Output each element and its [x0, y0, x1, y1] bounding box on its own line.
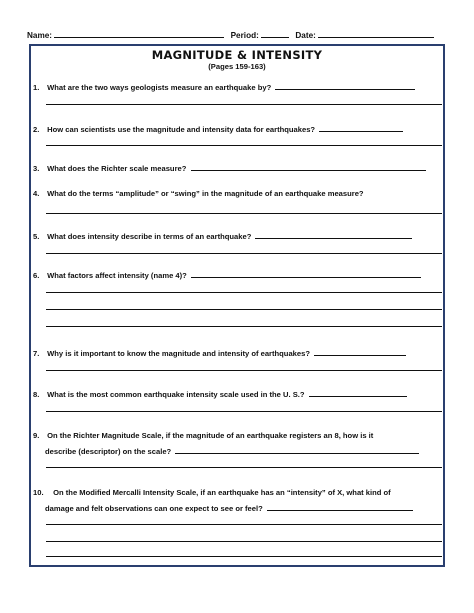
- date-field[interactable]: [318, 29, 434, 38]
- question-text: What factors affect intensity (name 4)?: [47, 271, 187, 280]
- question-text: Why is it important to know the magnitude and intensity of earthquakes?: [47, 349, 310, 358]
- name-label: Name:: [27, 31, 53, 40]
- question-8: 8. What is the most common earthquake intensity scale used in the U. S.?: [33, 389, 443, 399]
- name-field[interactable]: [54, 29, 224, 38]
- answer-line[interactable]: [46, 104, 442, 105]
- answer-line[interactable]: [314, 348, 406, 356]
- answer-line[interactable]: [46, 541, 442, 542]
- answer-line[interactable]: [267, 503, 413, 511]
- question-10: 10. On the Modified Mercalli Intensity Scale, if an earthquake has an “intensity” of X, what kind of: [33, 488, 391, 497]
- answer-line[interactable]: [46, 556, 442, 557]
- answer-line[interactable]: [46, 524, 442, 525]
- answer-line[interactable]: [319, 124, 403, 132]
- answer-line[interactable]: [46, 467, 442, 468]
- question-2: 2. How can scientists use the magnitude and intensity data for earthquakes?: [33, 124, 443, 134]
- question-text: describe (descriptor) on the scale?: [45, 447, 172, 456]
- answer-line[interactable]: [255, 231, 412, 239]
- answer-line[interactable]: [191, 163, 426, 171]
- question-text: What are the two ways geologists measure an earthquake by?: [47, 83, 272, 92]
- question-text: On the Modified Mercalli Intensity Scale, if an earthquake has an “intensity” of X, what kind of: [53, 488, 391, 497]
- answer-line[interactable]: [175, 446, 419, 454]
- answer-line[interactable]: [46, 145, 442, 146]
- answer-line[interactable]: [309, 389, 407, 397]
- answer-line[interactable]: [46, 370, 442, 371]
- question-text: What does intensity describe in terms of an earthquake?: [47, 232, 252, 241]
- answer-line[interactable]: [46, 411, 442, 412]
- question-text: What do the terms “amplitude” or “swing” in the magnitude of an earthquake measure?: [47, 189, 364, 198]
- question-1: 1. What are the two ways geologists measure an earthquake by?: [33, 82, 443, 92]
- answer-line[interactable]: [46, 253, 442, 254]
- question-9-continued: [45, 446, 455, 456]
- answer-line[interactable]: [46, 292, 442, 293]
- question-7: 7. Why is it important to know the magnitude and intensity of earthquakes?: [33, 348, 443, 358]
- answer-line[interactable]: [46, 213, 442, 214]
- question-text: How can scientists use the magnitude and intensity data for earthquakes?: [47, 125, 316, 134]
- question-6: 6. What factors affect intensity (name 4)?: [33, 270, 443, 280]
- answer-line[interactable]: [46, 309, 442, 310]
- question-4: 4. What do the terms “amplitude” or “swing” in the magnitude of an earthquake measure?: [33, 189, 364, 198]
- period-label: Period:: [230, 31, 259, 40]
- date-label: Date:: [295, 31, 316, 40]
- worksheet-title: MAGNITUDE & INTENSITY: [151, 48, 323, 62]
- question-text: What is the most common earthquake intensity scale used in the U. S.?: [47, 390, 305, 399]
- question-5: 5. What does intensity describe in terms of an earthquake?: [33, 231, 443, 241]
- question-text: On the Richter Magnitude Scale, if the magnitude of an earthquake registers an 8, how is it: [47, 431, 374, 440]
- question-text: damage and felt observations can one expect to see or feel?: [45, 504, 263, 513]
- question-text: What does the Richter scale measure?: [47, 164, 187, 173]
- question-10-continued: [45, 503, 455, 513]
- question-9: 9. On the Richter Magnitude Scale, if the magnitude of an earthquake registers an 8, how is it: [33, 431, 374, 440]
- header: [27, 29, 449, 40]
- answer-line[interactable]: [191, 270, 421, 278]
- answer-line[interactable]: [46, 326, 442, 327]
- period-field[interactable]: [261, 29, 289, 38]
- answer-line[interactable]: [275, 82, 415, 90]
- question-3: 3. What does the Richter scale measure?: [33, 163, 443, 173]
- worksheet-subtitle: (Pages 159-163): [208, 62, 266, 71]
